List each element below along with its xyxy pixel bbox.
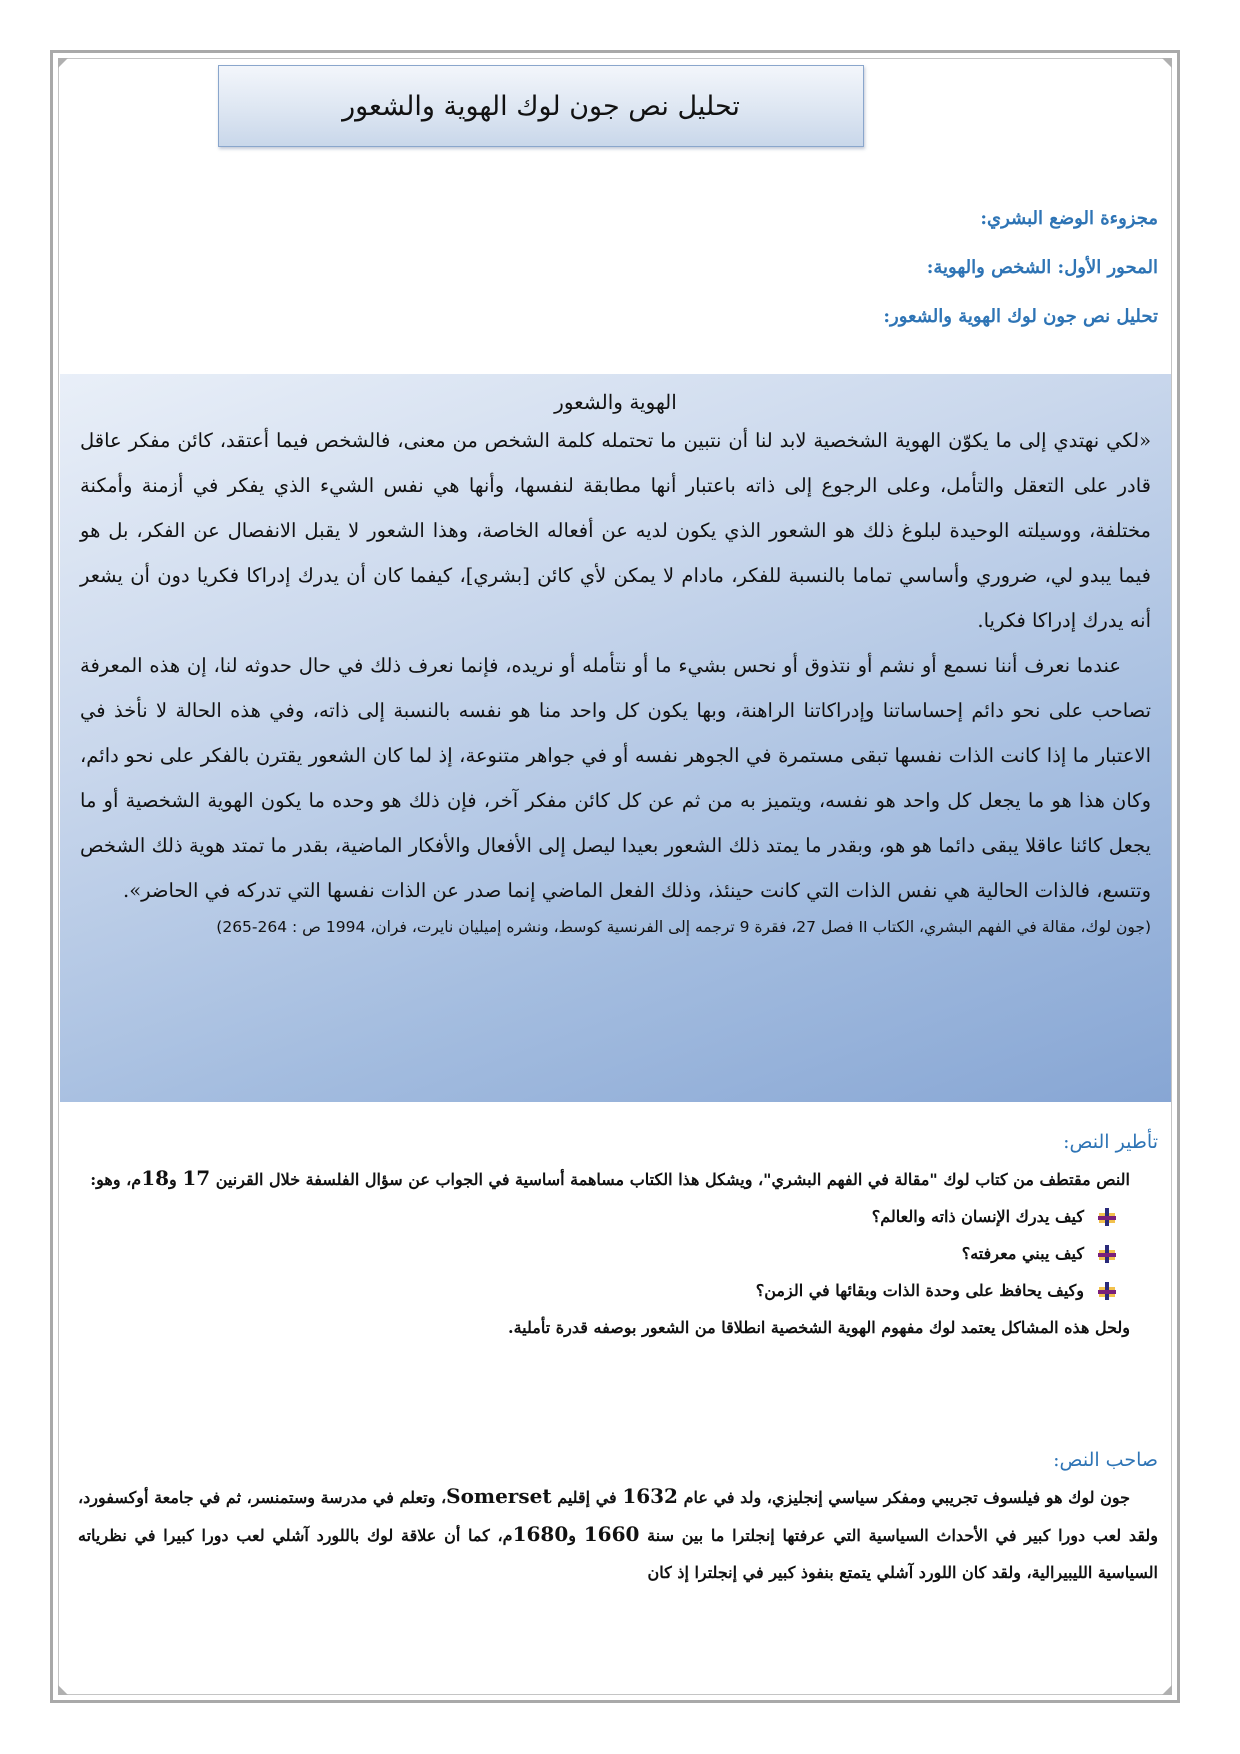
framing-heading: تأطير النص: — [1063, 1131, 1158, 1153]
questions-list — [78, 1198, 1158, 1309]
heading-module: مجزوءة الوضع البشري: — [980, 208, 1158, 229]
framing-intro-b: و — [169, 1170, 183, 1189]
year-1660: 1660 — [583, 1522, 640, 1546]
birth-place: Somerset — [446, 1484, 552, 1508]
author-heading: صاحب النص: — [1053, 1449, 1158, 1471]
heading-axis: المحور الأول: الشخص والهوية: — [926, 257, 1158, 278]
framing-section — [78, 1130, 1158, 1346]
author-paragraph — [78, 1478, 1158, 1591]
birth-year: 1632 — [622, 1484, 678, 1508]
list-item — [78, 1198, 1118, 1235]
text-title: الهوية والشعور — [554, 390, 677, 414]
page-title: تحليل نص جون لوك الهوية والشعور — [218, 65, 864, 147]
author-text-a: جون لوك هو فيلسوف تجريبي ومفكر سياسي إنجليزي، ولد في عام — [677, 1488, 1131, 1507]
framing-conclusion: ولحل هذه المشاكل يعتمد لوك مفهوم الهوية الشخصية انطلاقا من الشعور بوصفه قدرة تأملية. — [508, 1318, 1130, 1337]
quoted-text-box — [60, 374, 1171, 1102]
year-1680: 1680 — [512, 1522, 569, 1546]
list-item — [78, 1235, 1118, 1272]
corner-ornament — [1162, 58, 1172, 68]
author-text-e: م، كما أن علاقة لوك باللورد آشلي لعب دورا كبيرا في نظرياته السياسية الليبيرالية، ولقد كان اللورد آشلي يتمتع بنفوذ كبير في إنجلترا إذ كان — [78, 1526, 1158, 1582]
plus-square-bullet-icon — [1096, 1206, 1118, 1228]
text-paragraph-2: عندما نعرف أننا نسمع أو نشم أو نتذوق أو نحس بشيء ما أو نتأمله أو نريده، فإنما نعرف ذلك في حال حدوثه لنا، إن هذه المعرفة تصاحب على نحو دائم إحساساتنا وإدراكاتنا الراهنة، وبها يكون كل واحد منا هو نفسه بالنسبة إلى ذاته، وفي هذه الحالة لا نأخذ في الاعتبار ما إذا كانت الذات نفسها تبقى مستمرة في الجوهر نفسه أو في جواهر متنوعة، إذ لما كان الشعور يقترن بالفكر على نحو دائم، وكان هذا هو ما يجعل كل واحد هو نفسه، ويتميز به من ثم عن كل كائن مفكر آخر، فإن ذلك هو وحده ما يكون الهوية الشخصية أو ما يجعل كائنا عاقلا يبقى دائما هو هو، وبقدر ما يمتد ذلك الشعور بعيدا ليصل إلى الأفعال والأفكار الماضية، بقدر ما تمتد هوية ذلك الشخص وتتسع، فالذات الحالية هي نفس الذات التي كانت حينئذ، وذلك الفعل الماضي إنما صدر عن الذات نفسها التي تدركه في الحاضر». — [80, 654, 1151, 902]
heading-analysis: تحليل نص جون لوك الهوية والشعور: — [883, 306, 1158, 327]
corner-ornament — [58, 1685, 68, 1695]
text-reference: (جون لوك، مقالة في الفهم البشري، الكتاب II فصل 27، فقرة 9 ترجمه إلى الفرنسية كوسط، ونشره إميليان نايرت، فران، 1994 ص : 264-265) — [216, 918, 1151, 936]
author-section — [78, 1448, 1158, 1591]
author-text-d: و — [568, 1526, 584, 1545]
question-2: كيف يبني معرفته؟ — [961, 1244, 1084, 1263]
plus-square-bullet-icon — [1096, 1243, 1118, 1265]
author-text-b: في إقليم — [551, 1488, 623, 1507]
author-text-c: ، وتعلم في مدرسة وستمنسر، ثم في جامعة أوكسفورد، ولقد لعب دورا كبير في الأحداث السياسية التي عرفتها إنجلترا ما بين سنة — [78, 1488, 1159, 1545]
plus-square-bullet-icon — [1096, 1280, 1118, 1302]
framing-intro-c: م، وهو: — [90, 1170, 142, 1189]
list-item — [78, 1272, 1118, 1309]
question-1: كيف يدرك الإنسان ذاته والعالم؟ — [871, 1207, 1084, 1226]
framing-intro-a: النص مقتطف من كتاب لوك "مقالة في الفهم البشري"، ويشكل هذا الكتاب مساهمة أساسية في الجواب عن سؤال الفلسفة خلال القرنين — [210, 1170, 1130, 1189]
text-paragraph-1: «لكي نهتدي إلى ما يكوّن الهوية الشخصية لابد لنا أن نتبين ما تحتمله كلمة الشخص من معنى، فالشخص فيما أعتقد، كائن مفكر عاقل قادر على التعقل والتأمل، وعلى الرجوع إلى ذاته باعتبار أنها مطابقة لنفسها، وأنها هي نفس الشيء الذي يفكر في أزمنة وأمكنة مختلفة، ووسيلته الوحيدة لبلوغ ذلك هو الشعور الذي يكون لديه عن أفعاله الخاصة، وهذا الشعور لا يقبل الانفصال عن الفكر، بل هو فيما يبدو لي، ضروري وأساسي تماما بالنسبة للفكر، مادام لا يمكن لأي كائن [بشري]، كيفما كان أن يدرك إدراكا فكريا دون أن يشعر أنه يدرك إدراكا فكريا. — [80, 429, 1151, 632]
corner-ornament — [58, 58, 68, 68]
century-17: 17 — [182, 1166, 211, 1190]
corner-ornament — [1162, 1685, 1172, 1695]
century-18: 18 — [141, 1166, 170, 1190]
framing-intro — [78, 1160, 1158, 1198]
question-3: وكيف يحافظ على وحدة الذات وبقائها في الزمن؟ — [755, 1281, 1084, 1300]
headings-block — [258, 208, 1158, 355]
